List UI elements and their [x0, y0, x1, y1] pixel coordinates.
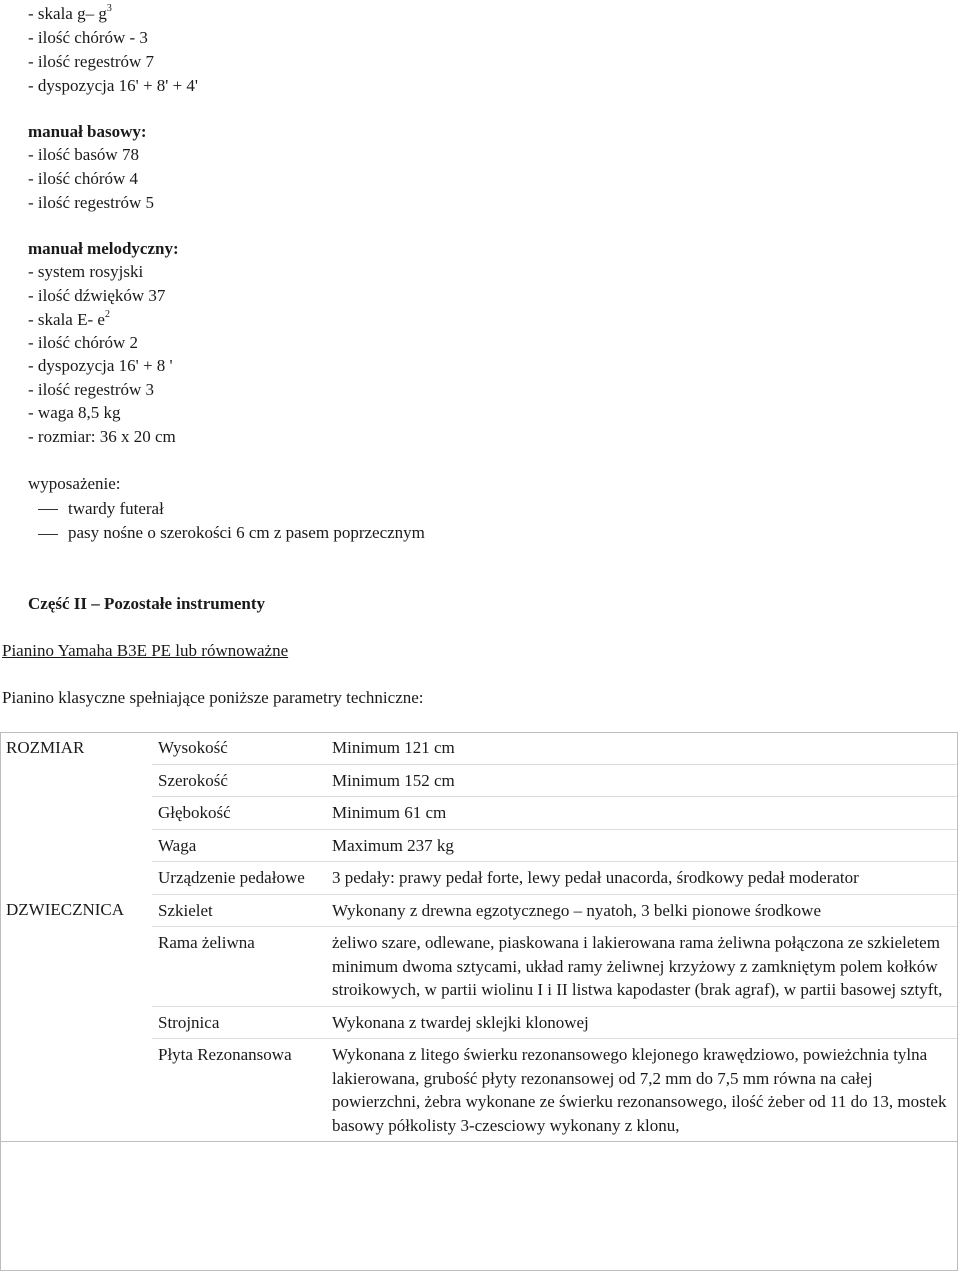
value-cell: 3 pedały: prawy pedał forte, lewy pedał unacorda, środkowy pedał moderator [326, 862, 958, 895]
value-cell: Minimum 121 cm [326, 732, 958, 764]
param-cell: Głębokość [152, 797, 326, 830]
group-cell [0, 764, 152, 797]
group-cell [0, 1039, 152, 1142]
group-cell [0, 862, 152, 895]
param-cell: Urządzenie pedałowe [152, 862, 326, 895]
value-cell: żeliwo szare, odlewane, piaskowana i lakierowana rama żeliwna połączona ze szkieletem minimum dwoma sztycami, układ ramy żeliwnej krzyżowy z zamkniętym polem kołków stroikowych, w partii wiolinu I i II listwa kapodaster (brak agraf), w partii basowej sztyft, [326, 927, 958, 1007]
param-cell: Strojnica [152, 1006, 326, 1039]
table-row [0, 829, 958, 862]
spec-line: - dyspozycja 16' + 8 ' [28, 356, 173, 375]
spec-line: - ilość regestrów 7 [28, 52, 155, 71]
spec-line: - ilość chórów - 3 [28, 28, 148, 47]
value-cell: Minimum 61 cm [326, 797, 958, 830]
group-cell [0, 797, 152, 830]
spec-line: - skala g– $g^3$ [28, 3, 112, 23]
param-cell: Płyta Rezonansowa [152, 1039, 326, 1142]
value-cell: Wykonana z twardej sklejki klonowej [326, 1006, 958, 1039]
spec-line: - dyspozycja 16' + 8' + 4' [28, 76, 198, 95]
equipment-heading: wyposażenie: [28, 474, 121, 493]
param-cell: Szkielet [152, 894, 326, 927]
spec-line: - system rosyjski [28, 262, 144, 281]
product-subtitle: Pianino Yamaha B3E PE lub równoważne [2, 641, 289, 660]
group-cell [0, 829, 152, 862]
param-cell: Wysokość [152, 732, 326, 764]
param-cell: Rama żeliwna [152, 927, 326, 1007]
dash-bullet [38, 509, 58, 510]
spec-line: - rozmiar: 36 x 20 cm [28, 427, 176, 446]
dash-bullet [38, 534, 58, 535]
equipment-item: pasy nośne o szerokości 6 cm z pasem poprzecznym [68, 523, 425, 542]
bass-heading: manuał basowy: [28, 122, 147, 141]
table-row [0, 732, 958, 764]
equipment-item: twardy futerał [68, 499, 164, 518]
spec-line: - ilość regestrów 5 [28, 193, 155, 212]
spec-line: - skala E- $e^2$ [28, 309, 110, 329]
value-cell: Wykonany z drewna egzotycznego – nyatoh, 3 belki pionowe środkowe [326, 894, 958, 927]
section-title: Część II – Pozostałe instrumenty [28, 594, 266, 613]
value-cell: Maximum 237 kg [326, 829, 958, 862]
spec-line: - ilość chórów 4 [28, 169, 139, 188]
spec-line: - ilość regestrów 3 [28, 380, 155, 399]
table-row [0, 764, 958, 797]
group-cell: DZWIECZNICA [6, 900, 125, 919]
spec-line: - ilość chórów 2 [28, 333, 139, 352]
table-row [0, 1006, 958, 1039]
value-cell: Minimum 152 cm [326, 764, 958, 797]
intro-text: Pianino klasyczne spełniające poniższe parametry techniczne: [2, 688, 424, 707]
group-cell [0, 1006, 152, 1039]
param-cell: Szerokość [152, 764, 326, 797]
group-cell [0, 927, 152, 1007]
value-cell: Wykonana z litego świerku rezonansowego klejonego krawędziowo, powieżchnia tylna lakierowana, grubość płyty rezonansowej od 7,2 mm do 7,5 mm równa na całej powierzchni, żebra wykonane ze świerku rezonansowego, ilość żeber od 11 do 13, mostek basowy półkolisty 3-czesciowy wykonany z klonu, [326, 1039, 958, 1142]
spec-line: - ilość basów 78 [28, 145, 139, 164]
param-cell: Waga [152, 829, 326, 862]
spec-line: - waga 8,5 kg [28, 403, 121, 422]
melodic-heading: manuał melodyczny: [28, 239, 179, 258]
group-cell: ROZMIAR [6, 738, 85, 757]
table-row [0, 927, 958, 1007]
table-row [0, 797, 958, 830]
table-row [0, 862, 958, 895]
spec-table [0, 732, 958, 1142]
spec-line: - ilość dźwięków 37 [28, 286, 166, 305]
table-row [0, 894, 958, 927]
table-row [0, 1039, 958, 1142]
